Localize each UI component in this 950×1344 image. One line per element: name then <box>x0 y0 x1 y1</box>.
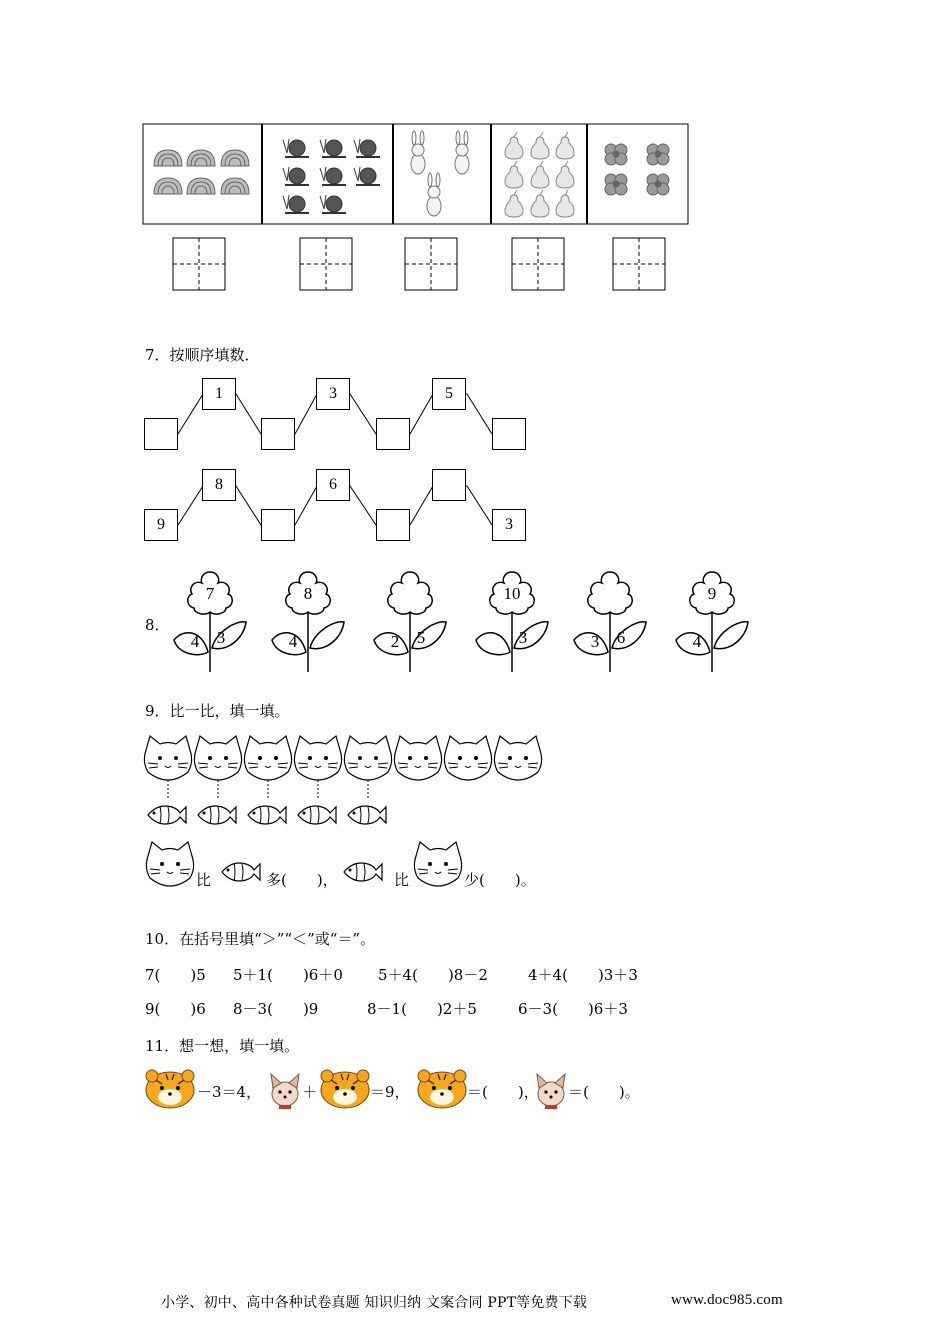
flower-left-number: 4 <box>190 632 200 651</box>
flower-left-number: 3 <box>590 632 600 651</box>
q9-title: 9．比一比，填一填。 <box>145 702 290 720</box>
flower-top-number: 10 <box>503 584 521 603</box>
compare-expression: 8－3( )9 <box>233 1000 319 1018</box>
dog-icon <box>537 1074 565 1109</box>
q11-plus: ＋ <box>302 1083 318 1101</box>
flower-top-number: 9 <box>707 584 717 603</box>
compare-less-text: 少( )。 <box>464 871 536 889</box>
flower-left-number: 4 <box>692 632 702 651</box>
compare-expression: 7( )5 <box>145 966 206 984</box>
tiger-icon <box>418 1070 466 1108</box>
compare-bi-text: 比 <box>196 871 212 889</box>
q10-title: 10．在括号里填“＞”“＜”或“＝”。 <box>145 930 376 948</box>
flower-top-number: 7 <box>205 584 215 603</box>
tiger-icon <box>321 1070 369 1108</box>
q11-eq2: ＝9， <box>370 1083 410 1101</box>
number-box[interactable]: 1 <box>202 378 236 410</box>
number-box[interactable]: 3 <box>316 378 350 410</box>
q11-eq4: ＝( )。 <box>568 1083 640 1101</box>
compare-more-text: 多( )， <box>266 871 338 889</box>
tiger-icon <box>146 1070 194 1108</box>
flower-left-number: 4 <box>288 632 298 651</box>
compare-expression: 4＋4( )3＋3 <box>528 966 638 984</box>
compare-bi2-text: 比 <box>394 871 410 889</box>
number-box[interactable]: 5 <box>432 378 466 410</box>
compare-expression: 9( )6 <box>145 1000 206 1018</box>
flower-right-number: 3 <box>518 628 528 647</box>
footer-url[interactable]: www.doc985.com <box>671 1292 783 1308</box>
q8-label: 8． <box>145 616 170 634</box>
compare-expression: 5＋1( )6＋0 <box>233 966 343 984</box>
number-box[interactable]: 9 <box>144 509 178 541</box>
flower-right-number: 6 <box>616 628 626 647</box>
flower-right-number: 3 <box>216 628 226 647</box>
number-box[interactable]: 8 <box>202 469 236 501</box>
q11-eq1: －3＝4， <box>197 1083 262 1101</box>
number-box[interactable]: 6 <box>316 469 350 501</box>
dog-icon <box>271 1074 299 1109</box>
footer-text: 小学、初中、高中各种试卷真题 知识归纳 文案合同 PPT等免费下载 <box>161 1295 588 1311</box>
flower-top-number: 8 <box>303 584 313 603</box>
q7-title: 7．按顺序填数． <box>145 346 260 364</box>
flower-right-number: 5 <box>416 628 426 647</box>
flower-left-number: 2 <box>390 632 400 651</box>
compare-expression: 8－1( )2＋5 <box>367 1000 477 1018</box>
compare-expression: 6－3( )6＋3 <box>518 1000 628 1018</box>
q11-eq3: ＝( )， <box>467 1083 539 1101</box>
compare-expression: 5＋4( )8－2 <box>378 966 488 984</box>
number-box[interactable]: 3 <box>492 509 526 541</box>
q11-title: 11．想一想，填一填。 <box>145 1037 300 1055</box>
